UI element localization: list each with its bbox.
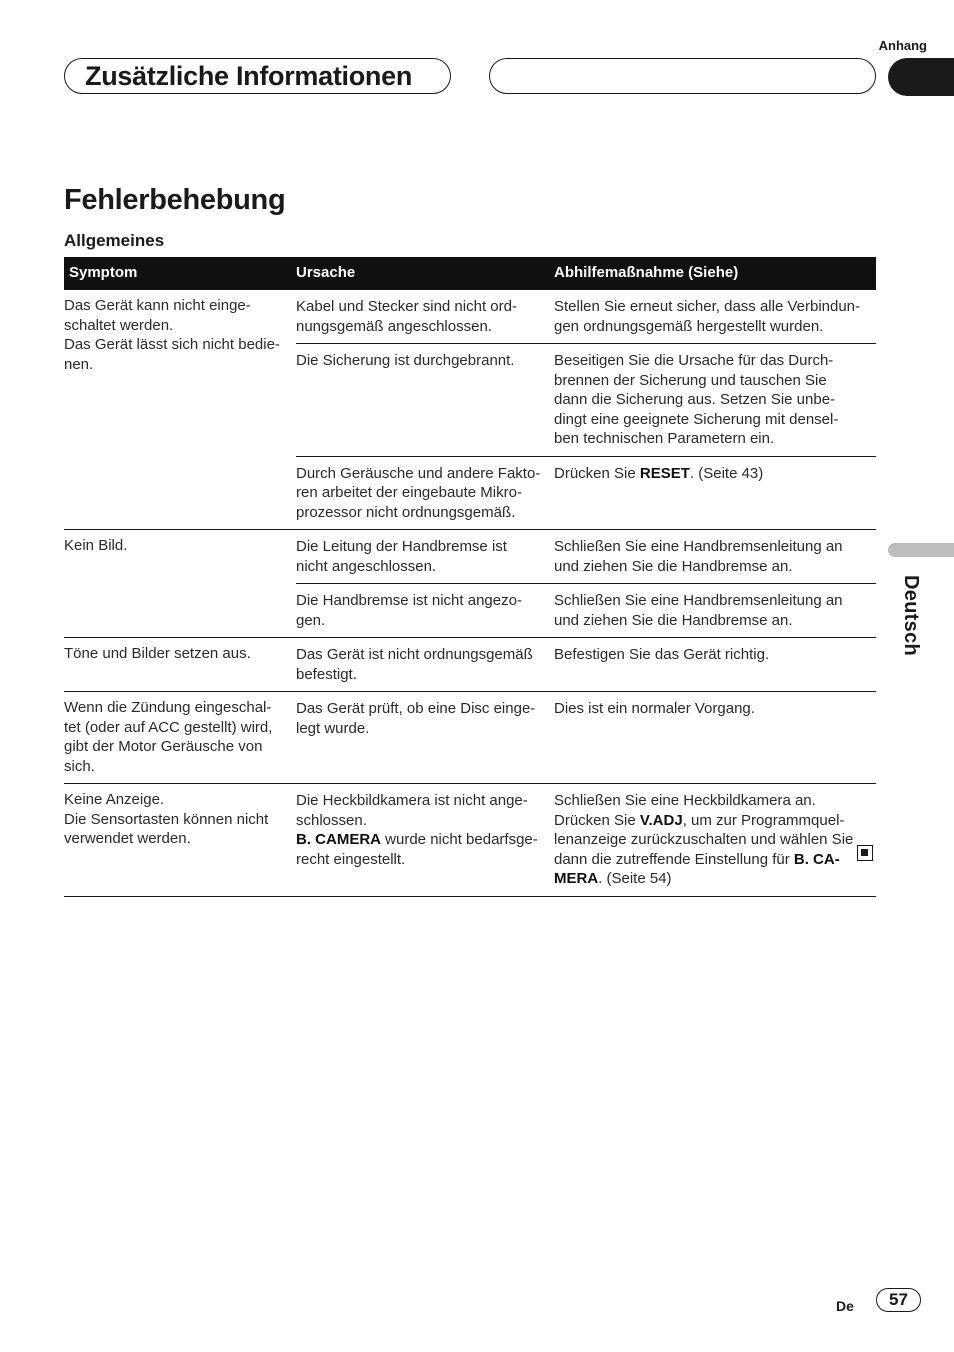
cause-cell: Kabel und Stecker sind nicht ord- nungsgemäß angeschlossen. bbox=[296, 290, 554, 344]
table-row bbox=[64, 692, 876, 784]
remedy-cell: Beseitigen Sie die Ursache für das Durch- brennen der Sicherung und tauschen Sie dann die Sicherung aus. Setzen Sie unbe- dingt eine geeignete Sicherung mit densel- ben technischen Parametern ein. bbox=[554, 344, 876, 457]
symptom-cell: Töne und Bilder setzen aus. bbox=[64, 638, 296, 692]
remedy-cell: Dies ist ein normaler Vorgang. bbox=[554, 692, 876, 784]
cause-cell: Das Gerät ist nicht ordnungsgemäß befestigt. bbox=[296, 638, 554, 692]
reset-keyword: RESET bbox=[639, 464, 690, 482]
table-row bbox=[64, 290, 876, 344]
b-camera-setting-keyword: B. CA- bbox=[793, 850, 840, 868]
chapter-title: Zusätzliche Informationen bbox=[85, 61, 413, 91]
table-row bbox=[64, 784, 876, 897]
cause-cell: Die Handbremse ist nicht angezo- gen. bbox=[296, 584, 554, 638]
remedy-cell: Stellen Sie erneut sicher, dass alle Verbindun- gen ordnungsgemäß hergestellt wurden. bbox=[554, 290, 876, 344]
language-tab-marker bbox=[888, 543, 954, 557]
table-row bbox=[64, 530, 876, 584]
troubleshooting-table bbox=[64, 257, 876, 897]
cause-cell: Die Leitung der Handbremse ist nicht angeschlossen. bbox=[296, 530, 554, 584]
remedy-cell: Schließen Sie eine Heckbildkamera an. Drücken Sie V.ADJ, um zur Programmquel- lenanzeige zurückzuschalten und wählen Sie dann die zutreffende Einstellung für B. CA- MERA. (Seite 54) bbox=[554, 784, 876, 897]
v-adj-keyword: V.ADJ bbox=[639, 811, 683, 829]
appendix-label: Anhang bbox=[878, 38, 927, 53]
subsection-title: Allgemeines bbox=[64, 231, 165, 250]
symptom-cell: Keine Anzeige. Die Sensortasten können nicht verwendet werden. bbox=[64, 784, 296, 897]
table-header-row bbox=[64, 257, 876, 290]
remedy-cell: Schließen Sie eine Handbremsenleitung an und ziehen Sie die Handbremse an. bbox=[554, 530, 876, 584]
cause-cell: Durch Geräusche und andere Fakto- ren arbeitet der eingebaute Mikro- prozessor nicht ordnungsgemäß. bbox=[296, 456, 554, 530]
cause-cell: Das Gerät prüft, ob eine Disc einge- legt wurde. bbox=[296, 692, 554, 784]
page-number: 57 bbox=[876, 1288, 921, 1312]
symptom-cell: Wenn die Zündung eingeschal- tet (oder auf ACC gestellt) wird, gibt der Motor Geräusche von sich. bbox=[64, 692, 296, 784]
chapter-title-frame bbox=[64, 58, 451, 94]
table-row bbox=[64, 638, 876, 692]
cause-cell: Die Heckbildkamera ist nicht ange- schlossen. B. CAMERA wurde nicht bedarfsge- recht eingestellt. bbox=[296, 784, 554, 897]
remedy-cell: Schließen Sie eine Handbremsenleitung an und ziehen Sie die Handbremse an. bbox=[554, 584, 876, 638]
header-empty-frame bbox=[489, 58, 876, 94]
page-title: Fehlerbehebung bbox=[64, 184, 286, 216]
b-camera-keyword: B. CAMERA bbox=[296, 831, 381, 848]
column-header-cause: Ursache bbox=[296, 257, 554, 290]
symptom-cell: Kein Bild. bbox=[64, 530, 296, 638]
remedy-cell: Befestigen Sie das Gerät richtig. bbox=[554, 638, 876, 692]
language-side-label: Deutsch bbox=[900, 575, 922, 657]
chapter-tab-marker bbox=[888, 58, 954, 96]
end-of-section-icon bbox=[857, 845, 873, 861]
remedy-cell: Drücken Sie RESET. (Seite 43) bbox=[554, 456, 876, 530]
symptom-cell: Das Gerät kann nicht einge- schaltet werden. Das Gerät lässt sich nicht bedie- nen. bbox=[64, 290, 296, 530]
column-header-remedy: Abhilfemaßnahme (Siehe) bbox=[554, 257, 876, 290]
cause-cell: Die Sicherung ist durchgebrannt. bbox=[296, 344, 554, 457]
footer-language-code: De bbox=[836, 1298, 854, 1314]
column-header-symptom: Symptom bbox=[64, 257, 296, 290]
